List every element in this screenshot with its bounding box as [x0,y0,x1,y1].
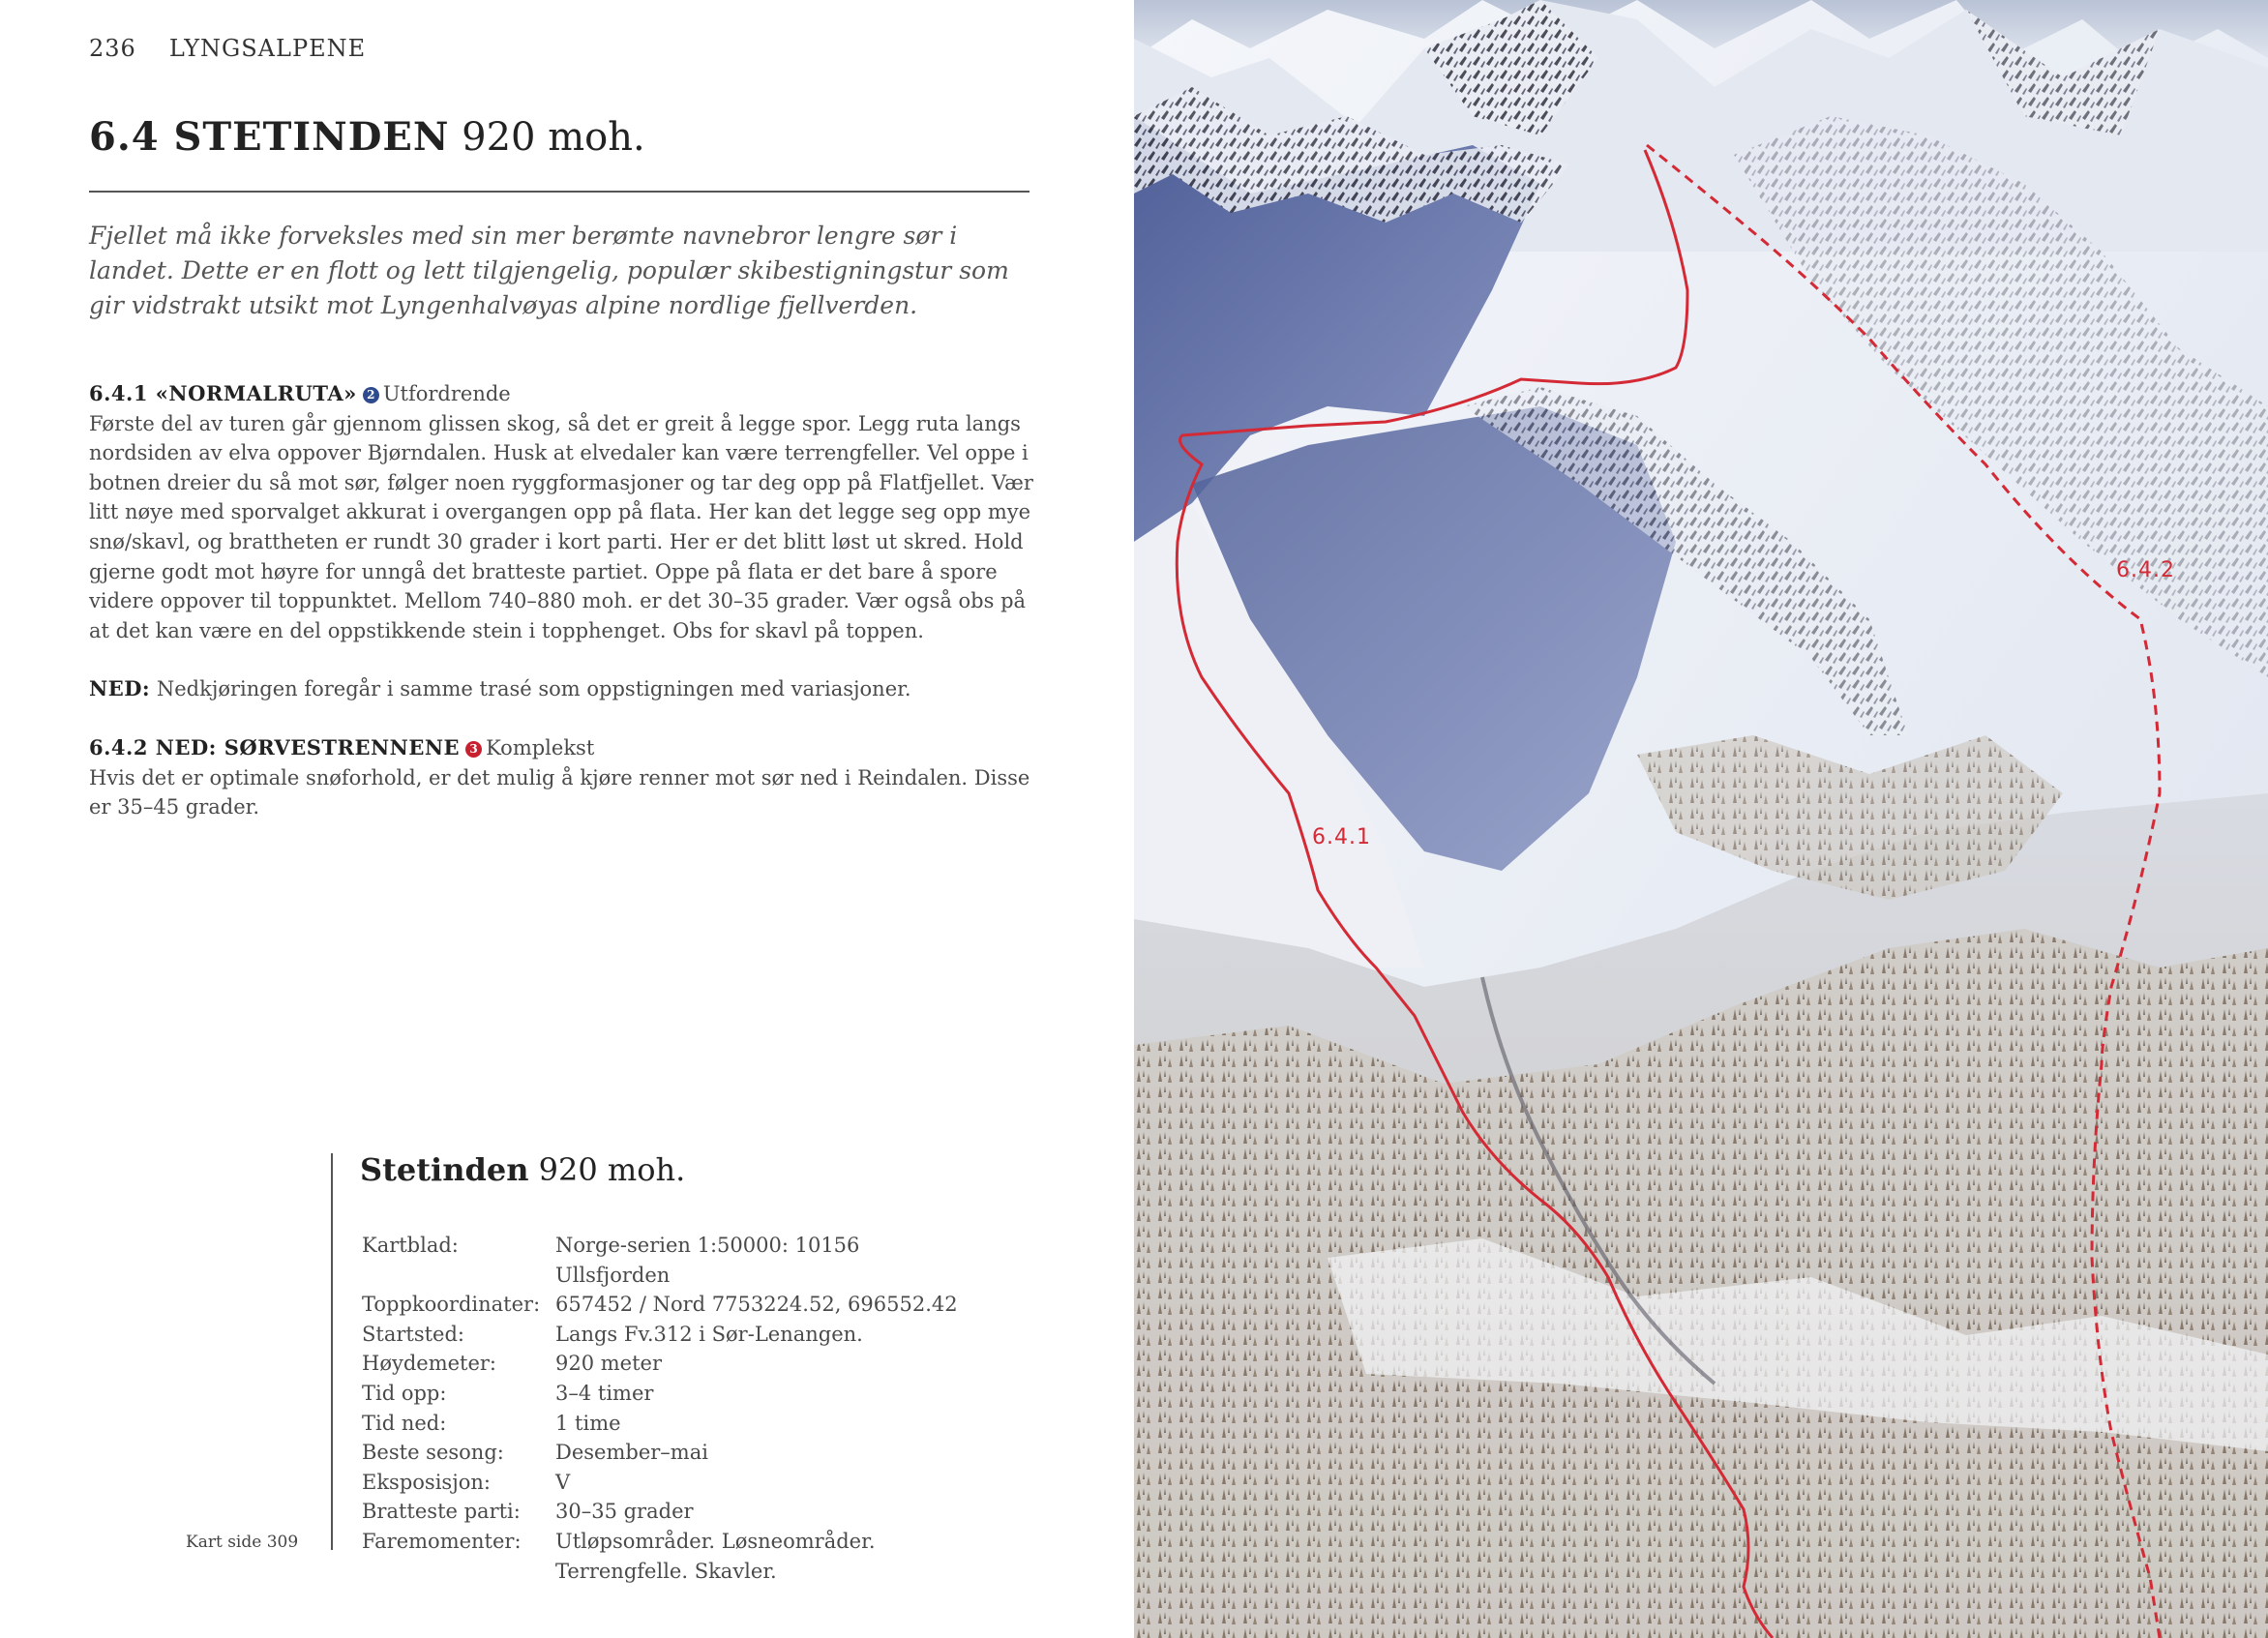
fact-key: Høydemeter: [362,1352,497,1376]
route-1-label: 6.4.1 [1312,825,1371,849]
fact-row [362,1438,962,1468]
fact-value: Terrengfelle. Skavler. [555,1559,777,1583]
fact-key [362,1557,555,1587]
fact-value: 657452 / Nord 7753224.52, 696552.42 [555,1293,958,1317]
page-number: 236 [89,35,136,62]
fact-box-rule [331,1153,333,1550]
route-description [89,379,1047,822]
fact-row [362,1320,962,1350]
title-elevation: 920 moh. [462,115,645,160]
fact-key: Kartblad: [362,1234,459,1257]
fact-key: Eksposisjon: [362,1470,491,1494]
descent-label: NED: [89,676,151,701]
fact-value: 30–35 grader [555,1500,694,1524]
section-name: LYNGSALPENE [168,35,367,62]
fact-box-title [360,1151,685,1188]
route-2-heading-line [89,733,1047,763]
route-1-heading-line [89,379,1047,409]
fact-row [362,1557,962,1587]
fact-row [362,1231,962,1290]
descent-text: Nedkjøringen foregår i samme trasé som oppstigningen med variasjoner. [156,677,911,701]
aerial-photo [1134,0,2268,1638]
fact-key: Toppkoordinater: [362,1293,541,1317]
fact-value: Utløpsområder. Løsneområder. [555,1529,876,1553]
descent-line [89,674,1047,704]
route-2-label: 6.4.2 [2116,558,2175,582]
grade-badge-icon: 2 [363,387,379,403]
fact-key: Tid opp: [362,1381,447,1405]
fact-row [362,1290,962,1320]
fact-key: Tid ned: [362,1411,447,1435]
route-1-heading: 6.4.1 «NORMALRUTA» [89,381,357,405]
fact-table [362,1231,962,1586]
fact-row [362,1497,962,1527]
fact-box-name: Stetinden [360,1151,529,1188]
fact-row [362,1468,962,1498]
fact-value: 1 time [555,1411,621,1435]
title-divider [89,191,1030,193]
intro-text: Fjellet må ikke forveksles med sin mer berømte navnebror lengre sør i landet. Dette er en flott og lett tilgjengelig, populær skibestigningstur som gir vidstrakt utsikt mot Lyngenhalvøyas alpine nordlige fjellverden. [89,222,1009,319]
fact-row [362,1379,962,1409]
grade-badge-icon: 3 [465,741,482,758]
route-2-text: Hvis det er optimale snøforhold, er det mulig å kjøre renner mot sør ned i Reindalen. Disse er 35–45 grader. [89,765,1030,819]
route-2-heading: 6.4.2 NED: SØRVESTRENNENE [89,734,461,759]
fact-box-elevation: 920 moh. [538,1151,686,1188]
running-head [89,35,366,62]
fact-row [362,1349,962,1379]
fact-row [362,1409,962,1439]
fact-row [362,1527,962,1557]
fact-value: Desember–mai [555,1441,708,1465]
route-1-grade: Utfordrende [382,382,511,405]
route-2-grade: Komplekst [486,735,595,759]
fact-value: 920 meter [555,1352,663,1376]
fact-value: 3–4 timer [555,1381,654,1405]
fact-key: Bratteste parti: [362,1500,521,1524]
fact-value: Norge-serien 1:50000: 10156 Ullsfjorden [555,1234,860,1287]
route-1-text: Første del av turen går gjennom glissen skog, så det er greit å legge spor. Legg ruta langs nordsiden av elva oppover Bjørndalen. Husk at elvedaler kan være terrengfeller. Vel oppe i botnen dreier du så mot sør, følger noen ryggformasjoner og tar deg opp på Flatfjellet. Vær litt nøye med sporvalget akkurat i overgangen opp på flata. Her kan det legge seg opp mye snø/skavl, og brattheten er rundt 30 grader i kort parti. Her er det blitt løst ut skred. Hold gjerne godt mot høyre for unngå det bratteste partiet. Oppe på flata er det bare å spore videre oppover til toppunktet. Mellom 740–880 moh. er det 30–35 grader. Vær også obs på at det kan være en del oppstikkende stein i topphenget. Obs for skavl på toppen. [89,411,1033,642]
fact-key: Beste sesong: [362,1441,504,1465]
fact-key: Startsted: [362,1322,464,1346]
title-name: 6.4 STETINDEN [89,114,450,160]
fact-value: Langs Fv.312 i Sør-Lenangen. [555,1322,863,1346]
map-reference: Kart side 309 [186,1533,299,1552]
fact-value: V [555,1470,571,1494]
mountain-photo-illustration [1134,0,2268,1638]
fact-key: Faremomenter: [362,1529,522,1553]
page-title [89,114,645,160]
